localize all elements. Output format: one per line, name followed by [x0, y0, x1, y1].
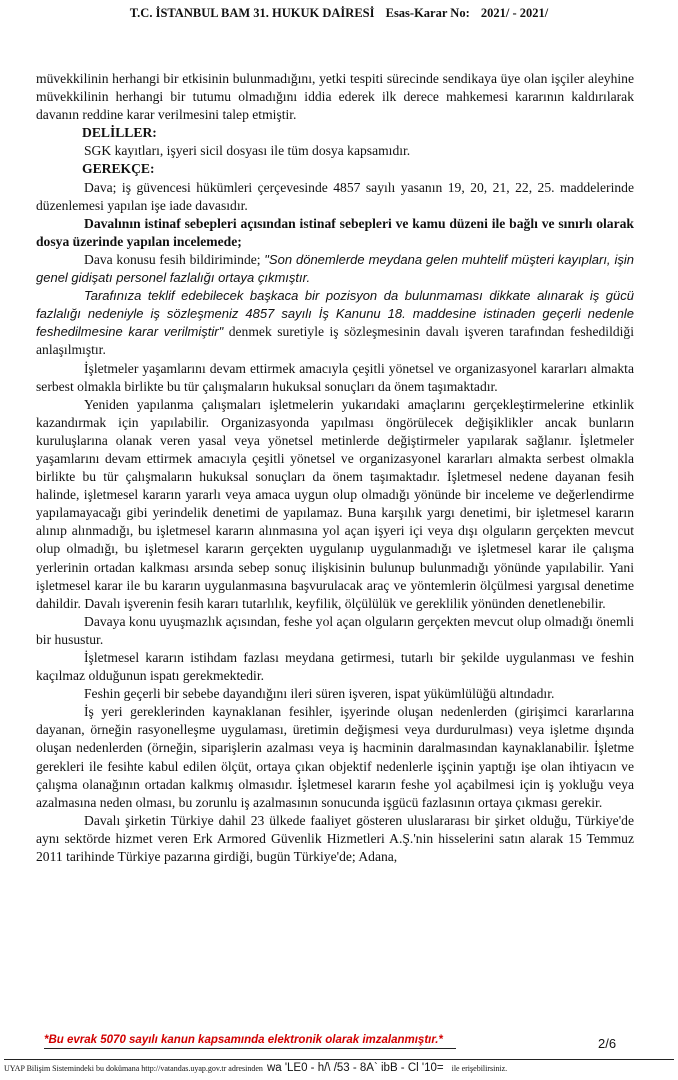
- e-signature-note: *Bu evrak 5070 sayılı kanun kapsamında elektronik olarak imzalanmıştır.*: [44, 1034, 456, 1049]
- footer-divider: [4, 1059, 674, 1060]
- paragraph-claim: müvekkilinin herhangi bir etkisinin bulunmadığını, yetki tespiti sürecinde sendikaya üye olan işçiler aleyhine müvekkilinin herhangi bir tutumu olmadığını iddia ederek ilk derece mahkemesi kararının kaldırılarak davanın reddine karar verilmesini talep etmiştir.: [36, 71, 634, 123]
- page-number: 2/6: [598, 1036, 617, 1051]
- paragraph-dava: Dava; iş güvencesi hükümleri çerçevesinde 4857 sayılı yasanın 19, 20, 21, 22, 25. maddelerinde düzenlemesi yapılan işe iade davasıdır.: [36, 179, 634, 213]
- fesih-quote-2: Tarafınıza teklif edebilecek başkaca bir pozisyon da bulunmaması dikkate alınarak iş gücü fazlalığı nedeniyle iş sözleşmeniz 4857 sayılı İş Kanunu 18. maddesine istinaden geçerli nedenle feshedilmesine karar verilmiştir": [36, 288, 634, 340]
- court-name: T.C. İSTANBUL BAM 31. HUKUK DAİRESİ: [129, 6, 375, 20]
- paragraph-yapilanma: Yeniden yapılanma çalışmaları işletmelerin yukarıdaki amaçlarını gerçekleştirmelerine etkinlik kazandırmak için yapılabilir. Organizasyonda yapılması öngörülecek değişiklikler ancak bunların kuruluşlarına olanak veren yasal veya yönetsel metinlerde değiştirmeler yapılarak sağlanır. İşletmeler yaşamlarını devam ettirmek amacıyla çeşitli yönetsel ve organizasyonel kararları almakta serbest olmakla birlikte bu tür çalışmaların hukuksal sonuçları da önem taşımaktadır. İşletmesel nedene dayanan fesih halinde, işletmesel kararın yararlı veya amaca uygun olup olmadığı yönünde bir inceleme ve değerlendirme yapılamayacağı gibi yerindelik denetimi de yapılamaz. Buna karşılık yargı denetimi, bir işletmesel kararın alınıp alınmadığı, bu işletmesel kararın alınmasına yol açan işyeri içi veya dışı olguların gerçekten mevcut olup olmadığı, bu işletmesel kararın gerçekten uygulanıp uygulanmadığı ve işletmesel karar ile çalışma yerlerinin ortadan kalkması arsında sebep sonuç ilişkisinin bulunup bulunmadığı yönünde yapılabilir. Yani işletmesel karar ile bu kararın uygulanmasına başvurulacak araç ve yöntemlerin ölçülmesi yargısal denetime dahildir. Davalı işverenin fesih kararı tutarlılık, keyfilik, ölçülülük ve gereklilik yönünden denetlenebilir.: [36, 396, 634, 611]
- paragraph-fesih: [36, 251, 634, 287]
- paragraph-deliller: SGK kayıtları, işyeri sicil dosyası ile tüm dosya kapsamıdır.: [84, 143, 411, 159]
- case-number-label: Esas-Karar No:: [385, 6, 470, 20]
- paragraph-uyusmazlik: Davaya konu uyuşmazlık açısından, feshe yol açan olguların gerçekten mevcut olup olmadığı önemli bir husustur.: [36, 613, 635, 647]
- uyap-suffix: ile erişebilirsiniz.: [451, 1064, 508, 1073]
- paragraph-isyeri-gerekleri: İş yeri gereklerinden kaynaklanan fesihler, işyerinde oluşan nedenlerden (girişimci kararlarına dayanan, örneğin rasyonelleşme uygulaması, üretimin değişmesi veya durdurulması) veya işletme dışında oluşan nedenlerden (örneğin, siparişlerin azalması veya iş hacminin daralmasından kaynaklanabilir. İşletme gerekleri ile fesihte kabul edilen ölçüt, ortaya çıkan objektif nedenlerle işçinin yaptığı işe olan ihtiyacın ve çalışma olanağının ortadan kalkmış olmasıdır. İşletmesel kararın feshe yol açabilmesi için iş yokluğu veya azalmasına neden olması, bu zorunlu iş azalmasının sonucunda işgücü fazlasının ortaya çıkması gerekir.: [36, 704, 634, 810]
- paragraph-istinaf: Davalının istinaf sebepleri açısından istinaf sebepleri ve kamu düzeni ile bağlı ve sınırlı olarak dosya üzerinde yapılan incelemede;: [36, 215, 634, 249]
- heading-deliller: DELİLLER:: [82, 125, 157, 141]
- paragraph-fesih-cont: [36, 287, 634, 359]
- uyap-footer: [4, 1062, 674, 1075]
- document-body: [36, 70, 634, 866]
- paragraph-davali-sirket: Davalı şirketin Türkiye dahil 23 ülkede faaliyet gösteren uluslararası bir şirket olduğu, Türkiye'de aynı sektörde hizmet veren Erk Armored Güvenlik Hizmetleri A.Ş.'nin hisselerini satın alarak 15 Temmuz 2011 tarihinde Türkiye pazarına girdiği, bugün Türkiye'de; Adana,: [36, 812, 634, 865]
- fesih-quote-1: "Son dönemlerde meydana gelen muhtelif müşteri kayıpları, işin genel gidişatı personel fazlalığı ortaya çıkmıştır.: [36, 251, 634, 286]
- document-code: wa 'LE0 - h/\ /53 - 8A` ibB - Cl '10=: [266, 1062, 444, 1074]
- document-header: [0, 6, 678, 21]
- heading-gerekce: GEREKÇE:: [82, 161, 155, 177]
- uyap-prefix: UYAP Bilişim Sistemindeki bu dokümana http://vatandas.uyap.gov.tr adresinden: [4, 1064, 263, 1073]
- paragraph-ispat: Feshin geçerli bir sebebe dayandığını ileri süren işveren, ispat yükümlülüğü altındadır.: [84, 686, 555, 702]
- fesih-tail: denmek suretiyle iş sözleşmesinin davalı işveren tarafından feshedildiği anlaşılmıştır.: [36, 324, 635, 358]
- paragraph-istihdam: İşletmesel kararın istihdam fazlası meydana getirmesi, tutarlı bir şekilde uygulanması ve feshin kaçılmaz olduğunun ispatı gerekmektedir.: [36, 650, 634, 684]
- fesih-intro: Dava konusu fesih bildiriminde;: [84, 251, 265, 267]
- case-number-value: 2021/ - 2021/: [480, 6, 549, 20]
- paragraph-isletmeler: İşletmeler yaşamlarını devam ettirmek amacıyla çeşitli yönetsel ve organizasyonel kararları almakta serbest olmakla birlikte bu tür çalışmaların hukuksal sonuçları da önem taşımaktadır.: [36, 360, 634, 394]
